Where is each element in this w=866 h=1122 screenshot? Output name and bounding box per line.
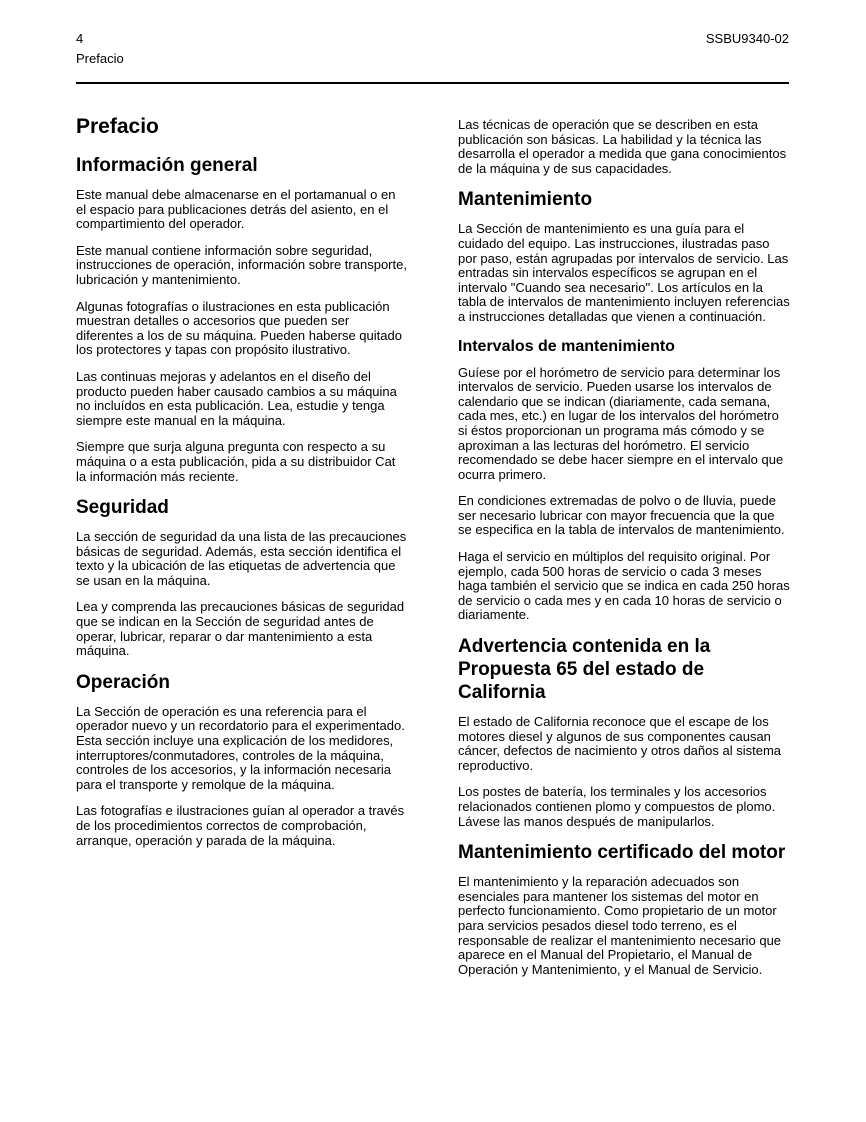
engine-paragraph-1: El mantenimiento y la reparación adecuados son esenciales para mantener los sistemas del motor en perfecto funcionamiento. Como propietario de un motor para servicios pesados diesel todo terreno, es el responsable de realizar el mantenimiento necesario que aparece en el Manual del Propietario, el Manual de Operación y Mantenimiento, y el Manual de Servicio. bbox=[458, 874, 782, 977]
left-column bbox=[76, 110, 408, 860]
operation-paragraph-3: Las técnicas de operación que se describen en esta publicación son básicas. La habilidad y la técnica las desarrolla el operador a medida que gana conocimientos de la máquina y de sus capacidades. bbox=[458, 117, 787, 176]
general-info-heading: Información general bbox=[76, 155, 258, 176]
operation-paragraph-2: Las fotografías e ilustraciones guían al operador a través de los procedimientos correctos de comprobación, arranque, operación y parada de la máquina. bbox=[76, 803, 405, 848]
operation-paragraph-1: La Sección de operación es una referencia para el operador nuevo y un recordatorio para el experimentado. Esta sección incluye una explicación de los medidores, interruptores/conmutadores, controles de la máquina, controles de los accesorios, y la información necesaria para el transporte y remolque de la máquina. bbox=[76, 703, 405, 792]
maintenance-paragraph-1: La Sección de mantenimiento es una guía para el cuidado del equipo. Las instrucciones, ilustradas paso por paso, están agrupadas por intervalos de servicio. Las entradas sin intervalos específicos se agrupan en el intervalo "Cuando sea necesario". Los artículos en la tabla de intervalos de mantenimiento incluyen referencias a instrucciones detalladas que vienen a continuación. bbox=[458, 221, 790, 324]
safety-paragraph-2: Lea y comprenda las precauciones básicas de seguridad que se indican en la Sección de seguridad antes de operar, lubricar, reparar o dar mantenimiento a esta máquina. bbox=[76, 599, 405, 659]
safety-paragraph-1: La sección de seguridad da una lista de las precauciones básicas de seguridad. Además, esta sección identifica el texto y la ubicación de las etiquetas de advertencia que se usan en la máquina. bbox=[76, 529, 407, 588]
prop65-heading: Advertencia contenida en la Propuesta 65 del estado de California bbox=[458, 636, 711, 704]
maintenance-intervals-heading: Intervalos de mantenimiento bbox=[458, 337, 675, 355]
general-info-paragraph-3: Algunas fotografías o ilustraciones en esta publicación muestran detalles o accesorios que pueden ser diferentes a los de su máquina. Pueden haberse quitado los protectores y tapas con propósito ilustrativo. bbox=[76, 298, 402, 358]
prop65-paragraph-1: El estado de California reconoce que el escape de los motores diesel y algunos de sus componentes causan cáncer, defectos de nacimiento y otros daños al sistema reproductivo. bbox=[458, 714, 782, 773]
general-info-paragraph-2: Este manual contiene información sobre seguridad, instrucciones de operación, información sobre transporte, lubricación y mantenimiento. bbox=[76, 242, 407, 287]
right-column bbox=[458, 110, 790, 989]
general-info-paragraph-1: Este manual debe almacenarse en el portamanual o en el espacio para publicaciones detrás del asiento, en el compartimiento del operador. bbox=[76, 187, 396, 232]
general-info-paragraph-5: Siempre que surja alguna pregunta con respecto a su máquina o a esta publicación, pida a su distribuidor Cat la información más reciente. bbox=[76, 439, 396, 484]
prop65-paragraph-2: Los postes de batería, los terminales y los accesorios relacionados contienen plomo y compuestos de plomo. Lávese las manos después de manipularlos. bbox=[458, 784, 776, 829]
running-section-title: Prefacio bbox=[76, 51, 124, 66]
operation-heading: Operación bbox=[76, 671, 170, 693]
page-number: 4 bbox=[76, 31, 84, 46]
page-title: Prefacio bbox=[76, 115, 159, 138]
safety-heading: Seguridad bbox=[76, 497, 169, 519]
general-info-paragraph-4: Las continuas mejoras y adelantos en el diseño del producto pueden haber causado cambios a su máquina no incluídos en esta publicación. Lea, estudie y tenga siempre este manual en la máquina. bbox=[76, 368, 397, 428]
certified-engine-maintenance-heading: Mantenimiento certificado del motor bbox=[458, 842, 786, 864]
page-header bbox=[76, 30, 789, 84]
intervals-paragraph-3: Haga el servicio en múltiplos del requisito original. Por ejemplo, cada 500 horas de servicio o cada 3 meses haga también el servicio que se indica en cada 250 horas de servicio o cada mes y en cada 10 horas de servicio o diariamente. bbox=[458, 549, 790, 623]
document-id: SSBU9340-02 bbox=[705, 31, 789, 46]
intervals-paragraph-1: Guíese por el horómetro de servicio para determinar los intervalos de servicio. Pueden usarse los intervalos de calendario que se indican (diariamente, cada semana, cada mes, etc.) en lugar de los intervalos del horómetro si éstos proporcionan un programa más cómodo y se aproximan a las lecturas del horómetro. El servicio recomendado se debe hacer siempre en el intervalo que ocurra primero. bbox=[458, 364, 784, 482]
intervals-paragraph-2: En condiciones extremadas de polvo o de lluvia, puede ser necesario lubricar con mayor frecuencia que la que se especifica en la tabla de intervalos de mantenimiento. bbox=[458, 493, 785, 538]
maintenance-heading: Mantenimiento bbox=[458, 189, 593, 211]
